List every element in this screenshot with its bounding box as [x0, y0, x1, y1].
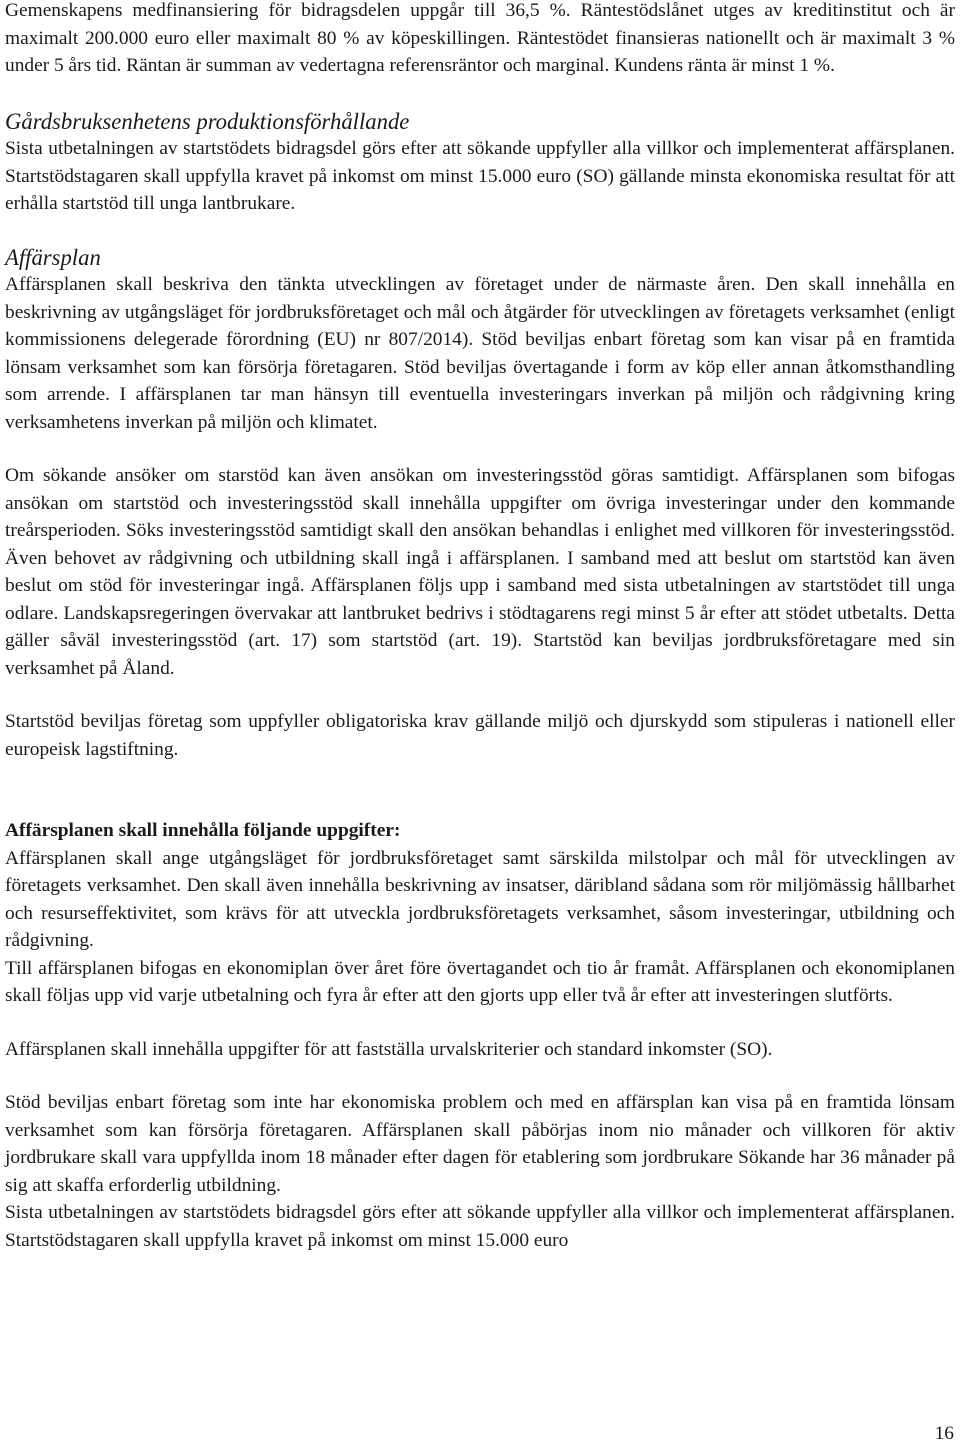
produktion-paragraph: Sista utbetalningen av startstödets bidragsdel görs efter att sökande uppfyller alla villkor och implementerat affärsplanen. Startstödstagaren skall uppfylla kravet på inkomst om minst 15.000 euro (SO) gällande minsta ekonomiska resultat för att erhålla startstöd till unga lantbrukare.: [5, 138, 955, 214]
affarsplan-paragraph-2: Om sökande ansöker om starstöd kan även ansökan om investeringsstöd göras samtidigt. Affärsplanen som bifogas ansökan om startstöd och investeringsstöd skall innehålla uppgifter om övriga investeringar under den kommande treårsperioden. Söks investeringsstöd samtidigt skall den ansökan behandlas i enlighet med villkoren för investeringsstöd. Även behovet av rådgivning och utbildning skall ingå i affärsplanen. I samband med att beslut om startstöd kan även beslut om stöd för investeringar ingå. Affärsplanen följs upp i samband med sista utbetalningen av startstödet till unga odlare. Landskapsregeringen övervakar att lantbruket bedrivs i stödtagarens regi minst 5 år efter att stödet utbetalts. Detta gäller såväl investeringsstöd (art. 17) som startstöd (art. 19). Startstöd kan beviljas jordbruksföretagare med sin verksamhet på Åland.: [5, 465, 955, 679]
document-page: [5, 0, 955, 1254]
uppgifter-paragraph-2: Till affärsplanen bifogas en ekonomiplan över året före övertagandet och tio år framåt. Affärsplanen och ekonomiplanen skall följas upp vid varje utbetalning och fyra år efter att den gjorts upp eller två år efter att investeringen slutförts.: [5, 957, 955, 1006]
section-heading-uppgifter: Affärsplanen skall innehålla följande uppgifter:: [5, 820, 401, 841]
affarsplan-paragraph-3: Startstöd beviljas företag som uppfyller obligatoriska krav gällande miljö och djurskydd som stipuleras i nationell eller europeisk lagstiftning.: [5, 711, 955, 760]
section-heading-produktion: Gårdsbruksenhetens produktionsförhållande: [5, 108, 410, 134]
uppgifter-paragraph-3: Affärsplanen skall innehålla uppgifter för att fastställa urvalskriterier och standard inkomster (SO).: [5, 1038, 773, 1060]
uppgifter-paragraph-4: Stöd beviljas enbart företag som inte har ekonomiska problem och med en affärsplan kan visa på en framtida lönsam verksamhet som kan försörja företagaren. Affärsplanen skall påbörjas inom nio månader och villkoren för aktiv jordbrukare skall vara uppfyllda inom 18 månader efter dagen för etablering som jordbrukare Sökande har 36 månader på sig att skaffa erforderlig utbildning.: [5, 1092, 955, 1196]
uppgifter-paragraph-5: Sista utbetalningen av startstödets bidragsdel görs efter att sökande uppfyller alla villkor och implementerat affärsplanen. Startstödstagaren skall uppfylla kravet på inkomst om minst 15.000 euro: [5, 1202, 955, 1251]
affarsplan-paragraph-1: Affärsplanen skall beskriva den tänkta utvecklingen av företaget under de närmaste åren. Den skall innehålla en beskrivning av utgångsläget för jordbruksföretaget och mål och åtgärder för utvecklingen av företagets verksamhet (enligt kommissionens delegerade förordning (EU) nr 807/2014). Stöd beviljas enbart företag som kan visar på en framtida lönsam verksamhet som kan försörja företagaren. Stöd beviljas övertagande i form av köp eller annan åtkomsthandling som arrende. I affärsplanen tar man hänsyn till eventuella investeringars inverkan på miljön och rådgivning kring verksamhetens inverkan på miljön och klimatet.: [5, 274, 955, 433]
intro-paragraph: Gemenskapens medfinansiering för bidragsdelen uppgår till 36,5 %. Räntestödslånet utges av kreditinstitut och är maximalt 200.000 euro eller maximalt 80 % av köpeskillingen. Räntestödet finansieras nationellt och är maximalt 3 % under 5 års tid. Räntan är summan av vedertagna referensräntor och marginal. Kundens ränta är minst 1 %.: [5, 0, 955, 76]
uppgifter-paragraph-1: Affärsplanen skall ange utgångsläget för jordbruksföretaget samt särskilda milstolpar och mål för utvecklingen av företagets verksamhet. Den skall även innehålla beskrivning av insatser, däribland sådana som rör miljömässig hållbarhet och resurseffektivitet, som krävs för att utveckla jordbruksföretagets verksamhet, såsom investeringar, utbildning och rådgivning.: [5, 847, 955, 951]
section-heading-affarsplan: Affärsplan: [5, 244, 101, 270]
page-number: 16: [934, 1423, 954, 1444]
